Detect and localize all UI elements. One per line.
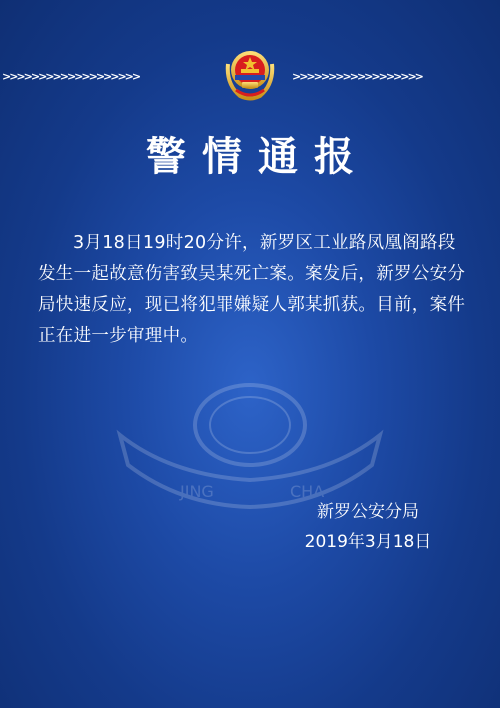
police-watermark-icon (110, 375, 390, 515)
notice-title: 警情通报 (146, 134, 370, 180)
chevron-row-right (292, 71, 422, 83)
issue-date: 2019年3月18日 (304, 532, 432, 552)
watermark-text-right: CHA (290, 482, 325, 501)
police-emblem-icon (222, 44, 278, 102)
issuer-name: 新罗公安分局 (317, 502, 419, 522)
signature-block (288, 497, 448, 557)
watermark-text-left: JING (180, 482, 214, 501)
chevron-decoration: >>>>>>>>>>>>>>>>>> (292, 70, 422, 83)
chevron-decoration: >>>>>>>>>>>>>>>>>>> (2, 70, 140, 83)
notice-body: 3月18日19时20分许，新罗区工业路凤凰阁路段发生一起故意伤害致吴某死亡案。案发后，新罗公安分局快速反应，现已将犯罪嫌疑人郭某抓获。目前，案件正在进一步审理中。 (38, 233, 466, 346)
chevron-row-left (2, 71, 139, 83)
